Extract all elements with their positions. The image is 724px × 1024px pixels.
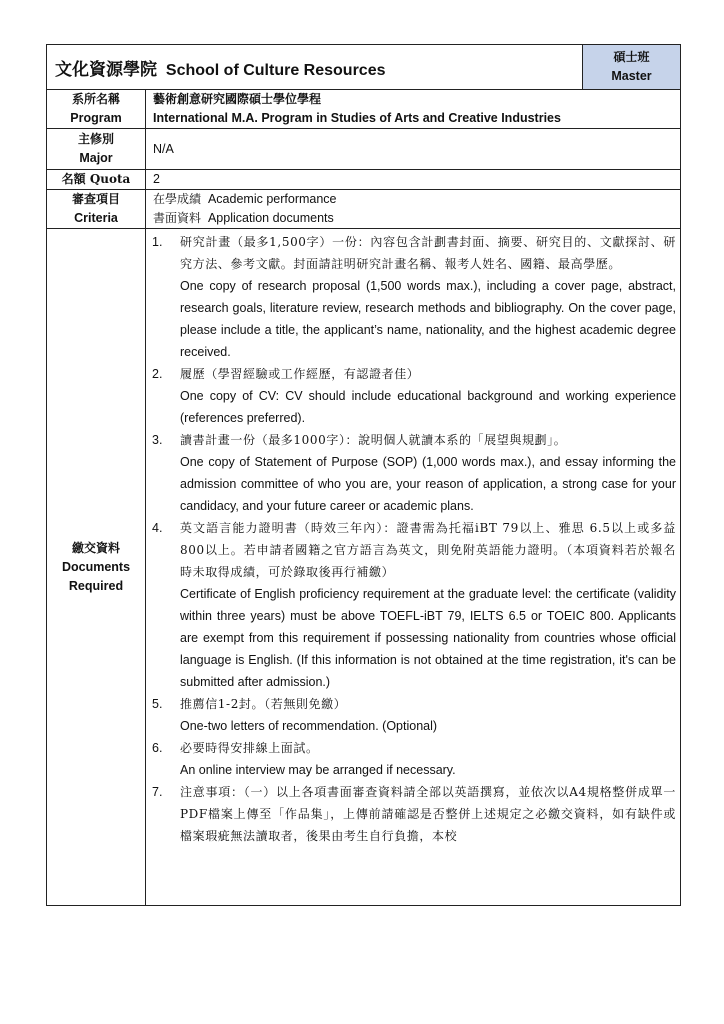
criteria-value (146, 190, 681, 229)
criteria-item: 在學成績 Academic performance (153, 192, 337, 206)
document-item: 1. 研究計畫（最多1,500字）一份：內容包含計劃書封面、摘要、研究目的、文獻探討、研究方法、參考文獻。封面請註明研究計畫名稱、報考人姓名、國籍、最高學歷。 One copy of research proposal (1,500 words max.), including a cover page, abstract, research goals, literature review, research methods and bibliography. On the cover page, please include a title, the applicant’s name, nationality, and the highest academic degree received. (152, 235, 677, 359)
quota-value: 2 (146, 170, 681, 190)
documents-list-cell (146, 229, 681, 906)
criteria-row (47, 190, 681, 229)
document-item: 3. 讀書計畫一份（最多1000字）：說明個人就讀本系的「展望與規劃」。 One copy of Statement of Purpose (SOP) (1,000 words max.), and essay informing the admission committee of who you are, your reason of application, a strong case for your candidacy, and your future career or academic plans. (152, 433, 677, 513)
program-row (47, 90, 681, 129)
document-item: 2. 履歷（學習經驗或工作經歷，有認證者佳） One copy of CV: CV should include educational background and working experience (references preferred). (152, 367, 677, 425)
header-row (47, 45, 681, 90)
documents-label: 繳交資料 Documents Required (47, 229, 146, 906)
document-item: 6. 必要時得安排線上面試。 An online interview may be arranged if necessary. (152, 741, 456, 777)
major-label: 主修別 Major (47, 129, 146, 170)
quota-row (47, 170, 681, 190)
document-item: 7. 注意事項：（一）以上各項書面審查資料請全部以英語撰寫，並依次以A4規格整併成單一PDF檔案上傳至「作品集」，上傳前請確認是否整併上述規定之必繳交資料，如有缺件或檔案瑕疵無法讀取者，後果由考生自行負擔，本校 (152, 785, 677, 843)
documents-list (146, 229, 680, 847)
program-label: 系所名稱 Program (47, 90, 146, 129)
program-value: 藝術創意研究國際碩士學位學程 International M.A. Program in Studies of Arts and Creative Industries (146, 90, 681, 129)
document-item: 4. 英文語言能力證明書（時效三年內）：證書需為托福iBT 79以上、雅思 6.5以上或多益800以上。若申請者國籍之官方語言為英文，則免附英語能力證明。（本項資料若於報名時未取得成績，可於錄取後再行補繳） Certificate of English proficiency requirement at the graduate level: the certificate (validity within three years) must be above TOEFL-iBT 79, IELTS 6.5 or TOEIC 800. Applicants are exempt from this requirement if possessing nationality from countries whose official language is English. (If this information is not obtained at the time registration, it's can be submitted after admission.) (152, 521, 677, 689)
quota-label: 名額 Quota (47, 170, 146, 190)
criteria-label: 審查項目 Criteria (47, 190, 146, 229)
document-item: 5. 推薦信1-2封。（若無則免繳） One-two letters of recommendation. (Optional) (152, 697, 438, 733)
major-row (47, 129, 681, 170)
documents-row (47, 229, 681, 906)
college-title: 文化資源學院 School of Culture Resources (47, 45, 583, 90)
admission-table (46, 44, 681, 906)
criteria-item: 書面資料 Application documents (153, 211, 334, 225)
level-badge: 碩士班 Master (583, 45, 681, 90)
major-value: N/A (146, 129, 681, 170)
